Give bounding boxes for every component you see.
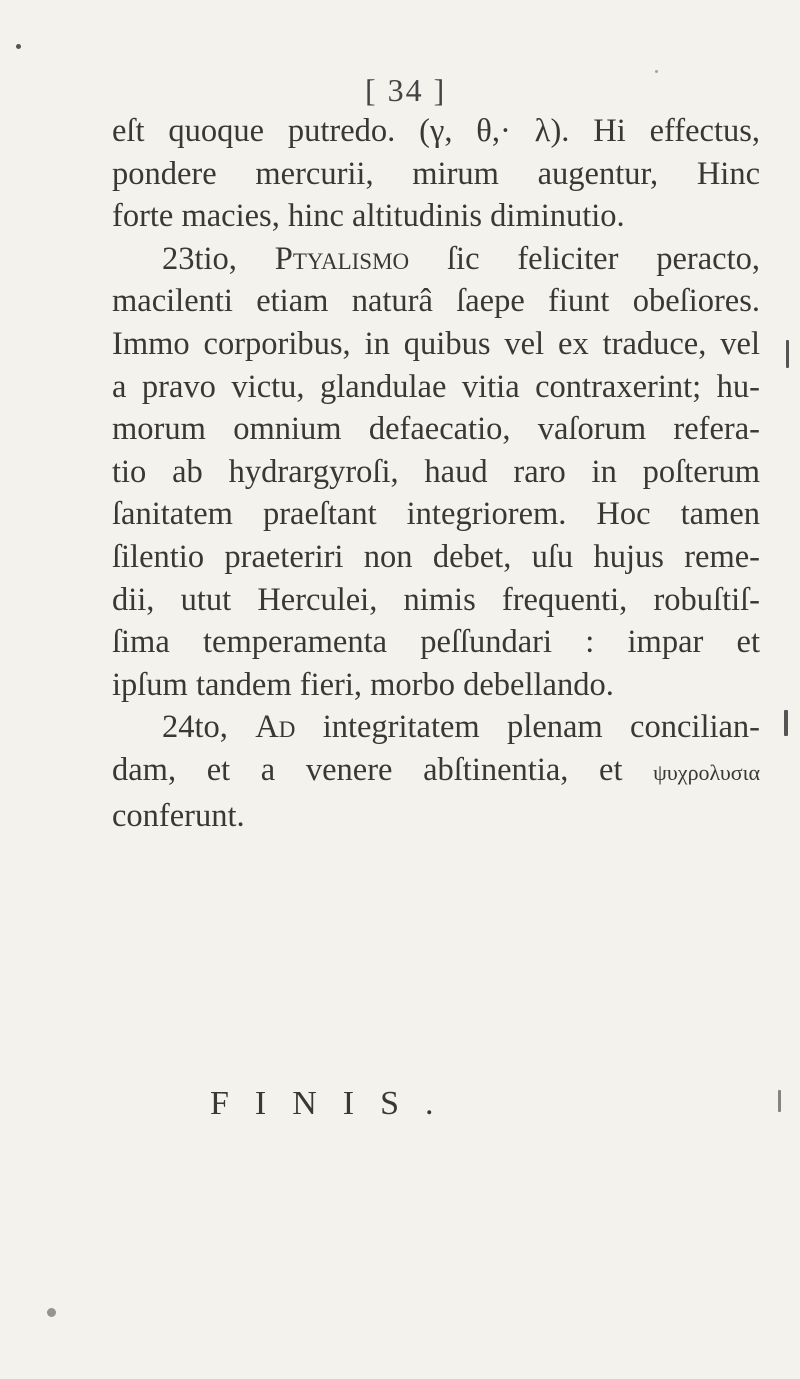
text-line: eſt quoque putredo. (γ, θ,· λ). Hi effectus, xyxy=(112,113,760,149)
text-line: macilenti etiam naturâ ſaepe fiunt obeſiores. xyxy=(112,283,760,320)
section-number: 23tio, xyxy=(162,240,237,277)
text-line xyxy=(112,749,760,795)
text-fragment: ſic feliciter peracto, xyxy=(447,240,761,277)
body-text xyxy=(112,110,760,837)
ink-speck xyxy=(655,70,658,73)
text-line: ipſum tandem fieri, morbo debellando. xyxy=(112,666,614,703)
text-line: dii, utut Herculei, nimis frequenti, robuſtiſ- xyxy=(112,581,760,618)
small-caps-heading: Ad xyxy=(255,709,296,746)
page-number: [ 34 ] xyxy=(365,72,447,108)
greek-word: ψυχρολυσια xyxy=(653,759,761,785)
margin-mark xyxy=(778,1090,781,1112)
text-line: forte macies, hinc altitudinis diminutio. xyxy=(112,198,625,235)
margin-mark xyxy=(786,340,789,368)
section-number: 24to, xyxy=(162,709,228,746)
text-line: Immo corporibus, in quibus vel ex traduce, vel xyxy=(112,325,760,362)
text-fragment: integritatem plenam concilian- xyxy=(322,709,760,746)
text-line: tio ab hydrargyroſi, haud raro in poſterum xyxy=(112,453,760,490)
paragraph-opening-line xyxy=(112,706,760,749)
text-line: morum omnium defaecatio, vaſorum refera- xyxy=(112,411,760,448)
text-line: pondere mercurii, mirum augentur, Hinc xyxy=(112,155,760,192)
text-line: ſilentio praeteriri non debet, uſu hujus reme- xyxy=(112,538,760,575)
text-line: a pravo victu, glandulae vitia contraxerint; hu- xyxy=(112,368,760,405)
text-fragment: dam, et a venere abſtinentia, et xyxy=(112,751,623,788)
ink-speck xyxy=(16,44,21,49)
text-line: ſima temperamenta peſſundari : impar et xyxy=(112,624,760,661)
finis-colophon: FINIS. xyxy=(210,1085,460,1122)
small-caps-heading: Ptyalismo xyxy=(274,240,410,277)
margin-mark xyxy=(784,710,788,736)
ink-speck xyxy=(47,1308,56,1317)
text-line: ſanitatem praeſtant integriorem. Hoc tamen xyxy=(112,496,760,533)
text-line: conferunt. xyxy=(112,797,245,834)
paragraph-opening-line xyxy=(112,238,760,281)
